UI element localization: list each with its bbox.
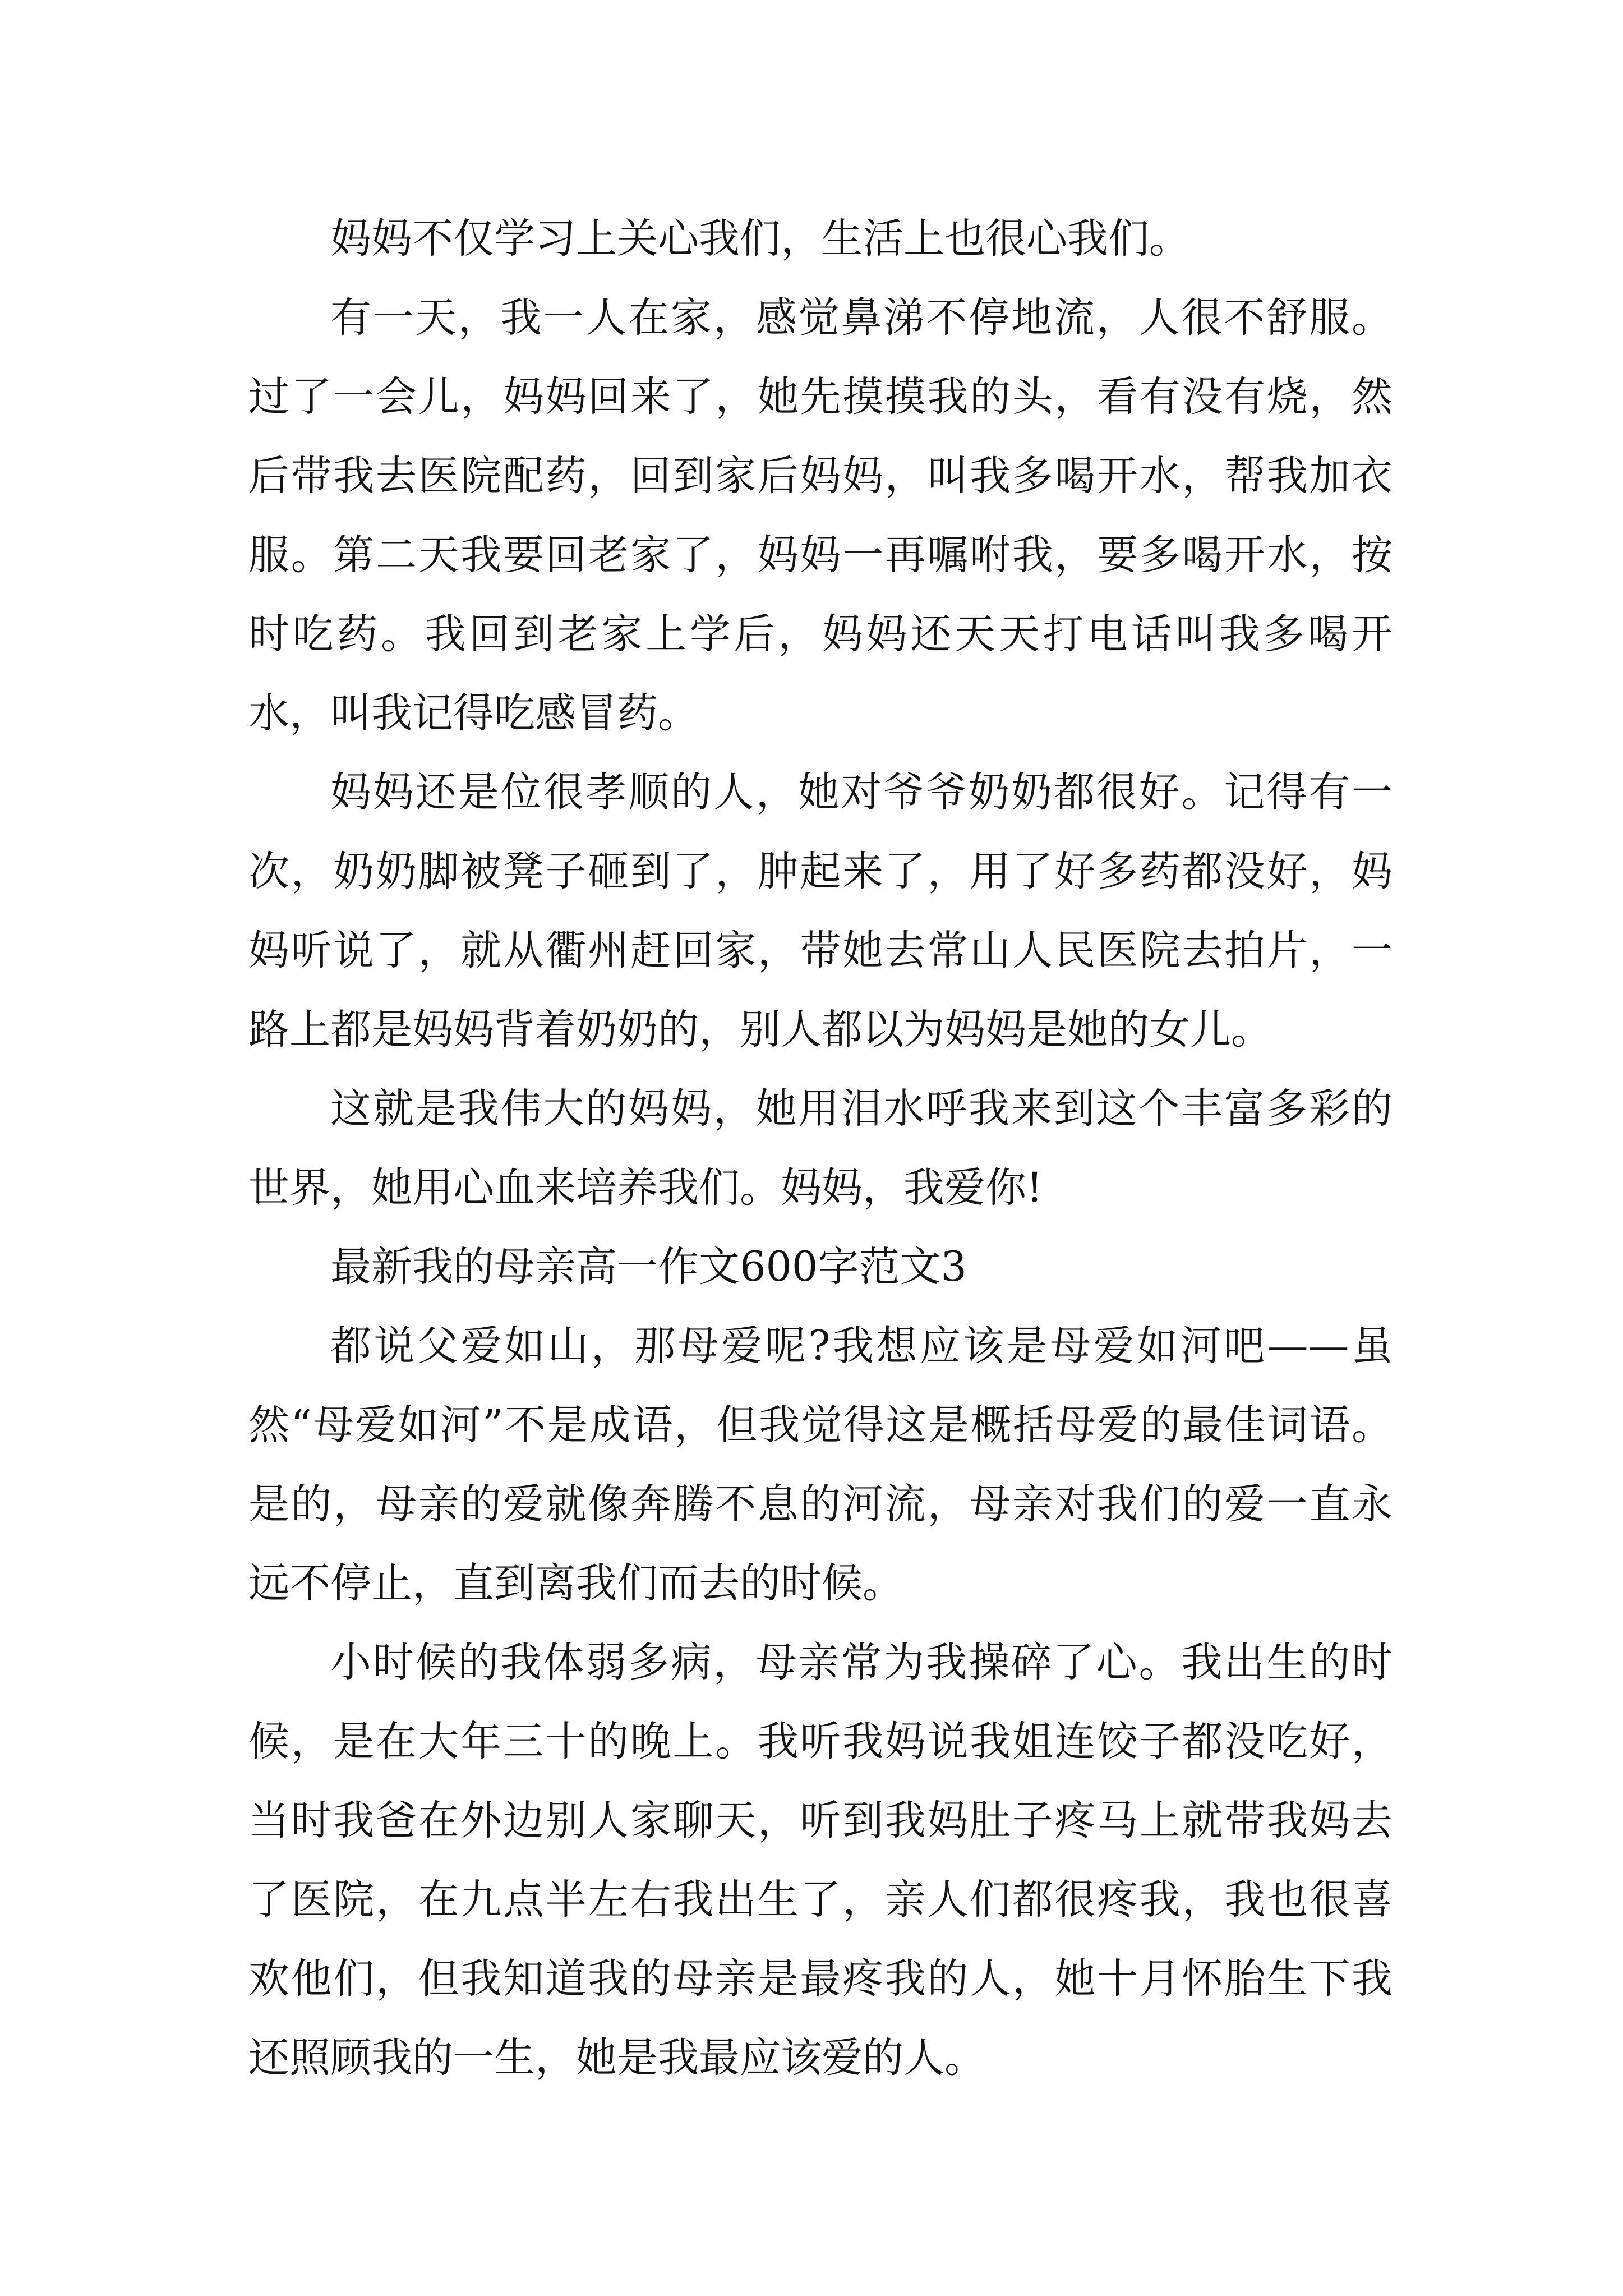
paragraph-6: 小时候的我体弱多病，母亲常为我操碎了心。我出生的时候，是在大年三十的晚上。我听我妈说我姐连饺子都没吃好，当时我爸在外边别人家聊天，听到我妈肚子疼马上就带我妈去了医院，在九点半左右我出生了，亲人们都很疼我，我也很喜欢他们，但我知道我的母亲是最疼我的人，她十月怀胎生下我还照顾我的一生，她是我最应该爱的人。 bbox=[248, 1639, 1393, 2082]
paragraph-5: 都说父爱如山，那母爱呢?我想应该是母爱如河吧——虽然“母爱如河”不是成语，但我觉得这是概括母爱的最佳词语。是的，母亲的爱就像奔腾不息的河流，母亲对我们的爱一直永远不停止，直到离我们而去的时候。 bbox=[248, 1322, 1393, 1607]
paragraph-2: 有一天，我一人在家，感觉鼻涕不停地流，人很不舒服。过了一会儿，妈妈回来了，她先摸摸我的头，看有没有烧，然后带我去医院配药，回到家后妈妈，叫我多喝开水，帮我加衣服。第二天我要回老家了，妈妈一再嘱咐我，要多喝开水，按时吃药。我回到老家上学后，妈妈还天天打电话叫我多喝开水，叫我记得吃感冒药。 bbox=[248, 294, 1393, 737]
document-body bbox=[248, 199, 1393, 2097]
paragraph-4: 这就是我伟大的妈妈，她用泪水呼我来到这个丰富多彩的世界，她用心血来培养我们。妈妈，我爱你! bbox=[248, 1085, 1393, 1212]
paragraph-1: 妈妈不仅学习上关心我们，生活上也很心我们。 bbox=[330, 215, 1190, 263]
paragraph-3: 妈妈还是位很孝顺的人，她对爷爷奶奶都很好。记得有一次，奶奶脚被凳子砸到了，肿起来了，用了好多药都没好，妈妈听说了，就从衢州赶回家，带她去常山人民医院去拍片，一路上都是妈妈背着奶奶的，别人都以为妈妈是她的女儿。 bbox=[248, 769, 1393, 1053]
section-heading: 最新我的母亲高一作文600字范文3 bbox=[330, 1243, 967, 1291]
